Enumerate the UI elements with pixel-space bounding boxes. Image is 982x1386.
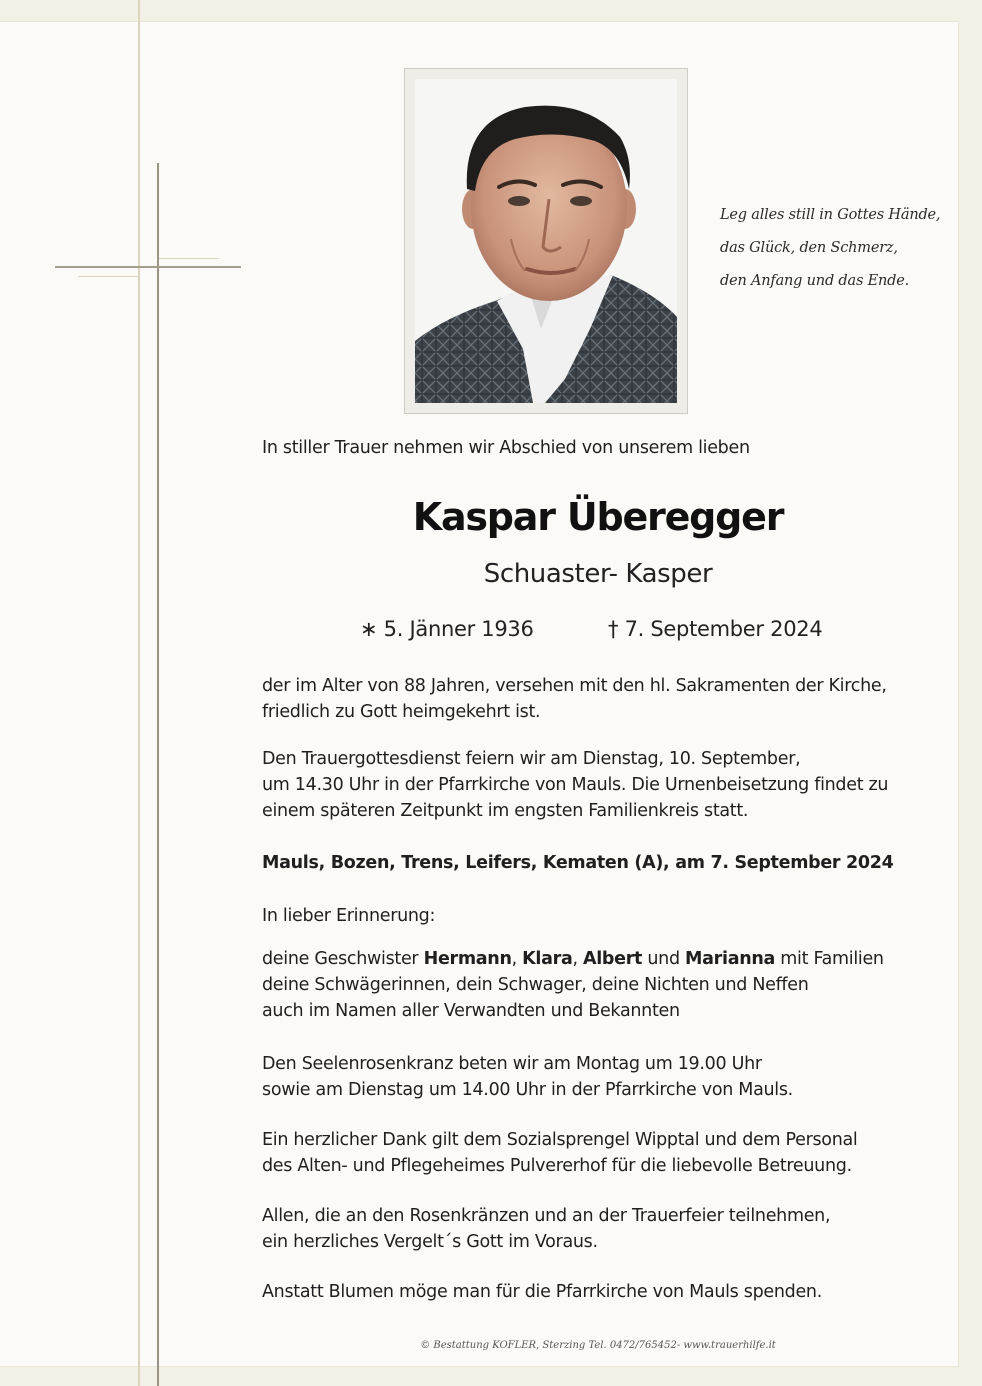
portrait-frame (404, 68, 688, 414)
place-date-line: Mauls, Bozen, Trens, Leifers, Kematen (A), am 7. September 2024 (262, 853, 894, 873)
paragraph-line: Den Seelenrosenkranz beten wir am Montag um 19.00 Uhr (262, 1054, 762, 1074)
sibling-name: Marianna (685, 949, 776, 969)
paragraph-age (262, 673, 942, 725)
quote (720, 199, 950, 298)
cross-line-horizontal-light-right (159, 258, 219, 259)
paragraph-line: der im Alter von 88 Jahren, versehen mit den hl. Sakramenten der Kirche, (262, 676, 887, 696)
paragraph-line: einem späteren Zeitpunkt im engsten Familienkreis statt. (262, 801, 749, 821)
cross-line-horizontal (55, 266, 241, 268)
quote-line: den Anfang und das Ende. (720, 273, 910, 289)
paragraph-rosary (262, 1051, 942, 1103)
paragraph-line: Ein herzlicher Dank gilt dem Sozialsprengel Wipptal und dem Personal (262, 1130, 858, 1150)
remembrance-heading (262, 903, 942, 929)
footer-imprint: © Bestattung KOFLER, Sterzing Tel. 0472/765452- www.trauerhilfe.it (420, 1340, 776, 1351)
paragraph-line: um 14.30 Uhr in der Pfarrkirche von Mauls. Die Urnenbeisetzung findet zu (262, 775, 889, 795)
paragraph-line: Allen, die an den Rosenkränzen und an der Trauerfeier teilnehmen, (262, 1206, 831, 1226)
sibling-name: Hermann (423, 949, 512, 969)
place-date (262, 850, 942, 876)
portrait-photo (415, 79, 677, 403)
separator: , (572, 949, 583, 969)
cross-line-vertical (157, 163, 159, 1386)
paragraph-line: sowie am Dienstag um 14.00 Uhr in der Pfarrkirche von Mauls. (262, 1080, 793, 1100)
family-prefix: deine Geschwister (262, 949, 424, 969)
family-list (262, 946, 942, 1024)
paragraph-thanks (262, 1127, 942, 1179)
family-line-siblings (262, 946, 942, 972)
separator: und (642, 949, 686, 969)
sibling-name: Albert (582, 949, 643, 969)
family-line: deine Schwägerinnen, dein Schwager, deine Nichten und Neffen (262, 975, 809, 995)
family-suffix: mit Familien (775, 949, 884, 969)
intro-line: In stiller Trauer nehmen wir Abschied von unserem lieben (262, 438, 750, 458)
remembrance-line: In lieber Erinnerung: (262, 906, 436, 926)
deceased-name: Kaspar Überegger (412, 495, 784, 539)
paragraph-donation (262, 1279, 942, 1305)
paragraph-line: ein herzliches Vergelt´s Gott im Voraus. (262, 1232, 598, 1252)
portrait-illustration (415, 79, 677, 403)
sibling-name: Klara (522, 949, 573, 969)
birth-date: ∗ 5. Jänner 1936 (360, 617, 534, 641)
death-date: † 7. September 2024 (608, 617, 823, 641)
intro-text (262, 435, 942, 461)
deceased-nickname: Schuaster- Kasper (483, 559, 713, 589)
quote-line: Leg alles still in Gottes Hände, (720, 207, 941, 223)
cross-line-vertical-light (138, 0, 140, 1386)
paragraph-gratitude (262, 1203, 942, 1255)
quote-line: das Glück, den Schmerz, (720, 240, 898, 256)
paragraph-line: Anstatt Blumen möge man für die Pfarrkirche von Mauls spenden. (262, 1282, 822, 1302)
paragraph-line: Den Trauergottesdienst feiern wir am Dienstag, 10. September, (262, 749, 801, 769)
separator: , (511, 949, 523, 969)
paragraph-line: friedlich zu Gott heimgekehrt ist. (262, 702, 541, 722)
paragraph-line: des Alten- und Pflegeheimes Pulvererhof für die liebevolle Betreuung. (262, 1156, 852, 1176)
paragraph-service (262, 746, 942, 824)
family-line: auch im Namen aller Verwandten und Bekannten (262, 1001, 680, 1021)
cross-line-horizontal-light-left (78, 276, 138, 277)
